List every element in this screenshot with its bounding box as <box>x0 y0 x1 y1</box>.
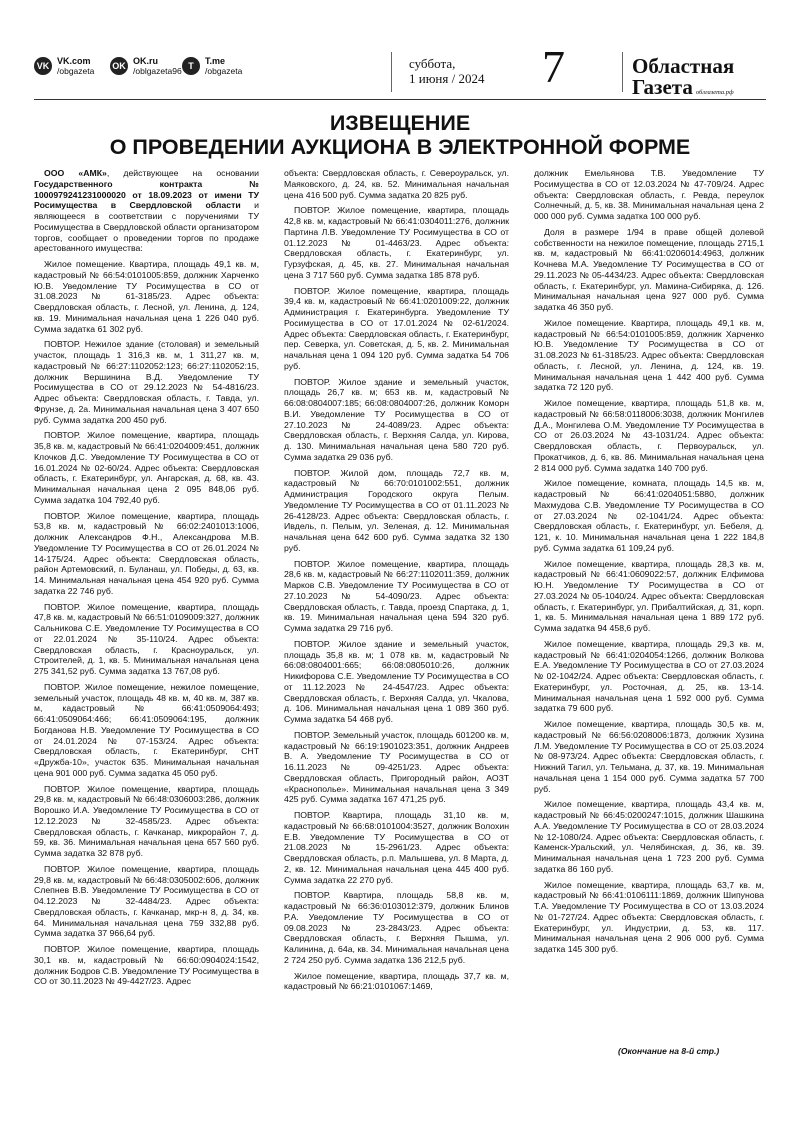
contract-ref: Государственного контракта № 1000979241231000020 от 18.09.2023 от имени ТУ Росимущества в Свердловской области <box>34 178 259 211</box>
lot-paragraph: ПОВТОР. Жилое помещение, квартира, площадь 30,1 кв. м, кадастровый № 66:60:0904024:1542, должник Бодров С.В. Уведомление ТУ Росимущества в СО от 30.11.2023 № 49-4427/23. Адрес <box>34 944 259 987</box>
org-name: ООО «АМК» <box>44 168 107 178</box>
social-name: T.me <box>205 56 226 66</box>
lot-paragraph: ПОВТОР. Земельный участок, площадь 601200 кв. м, кадастровый № 66:19:1901023:351, должник Андреев В. А. Уведомление ТУ Росимущества в СО от 16.11.2023 № 09-4251/23. Адрес объекта: Свердловская область, Пригородный район, АОЗТ «Краснополье». Минимальная начальная цена 3 349 425 руб. Сумма задатка 167 471,25 руб. <box>284 729 509 805</box>
lot-paragraph: объекта: Свердловская область, г. Североуральск, ул. Маяковского, д. 24, кв. 52. Минимальная начальная цена 416 500 руб. Сумма задатка 20 825 руб. <box>284 168 509 200</box>
social-handle: /obgazeta <box>205 66 243 76</box>
telegram-icon: T <box>182 57 200 75</box>
vk-icon: VK <box>34 57 52 75</box>
lot-paragraph: ПОВТОР. Квартира, площадь 31,10 кв. м, кадастровый № 66:68:0101004:3527, должник Волохин Е.В. Уведомление ТУ Росимущества в СО от 21.08.2023 № 15-2961/23. Адрес объекта: Свердловская область, р.п. Малышева, ул. 8 Марта, д. 2, кв. 12. Минимальная начальная цена 445 400 руб. Сумма задатка 22 270 руб. <box>284 810 509 885</box>
social-link-telegram[interactable] <box>182 56 242 76</box>
page-title <box>34 111 766 159</box>
newspaper-logo <box>632 56 734 103</box>
lot-paragraph: Жилое помещение, квартира, площадь 28,3 кв. м, кадастровый № 66:41:0609022:57, должник Елфимова Ю.Н. Уведомление ТУ Росимущества в СО от 27.03.2024 № 05-1040/24. Адрес объекта: Свердловская область, г. Екатеринбург, ул. Прибалтийская, д. 31, корп. 1, кв. 5. Минимальная начальная цена 1 889 172 руб. Сумма задатка 94 458,6 руб. <box>534 558 764 633</box>
intro-text: , действующее на основании <box>106 168 259 178</box>
intro-text: и являющееся в соответствии с поручениями ТУ Росимущества в Свердловской области организатором торгов, сообщает о проведении торгов по продаже арестованного имущества: <box>34 200 259 254</box>
lot-paragraph: ПОВТОР. Жилое помещение, квартира, площадь 28,6 кв. м, кадастровый № 66:27:1102011:359, должник Марков С.В. Уведомление ТУ Росимущества в СО от 27.10.2023 № 54-4090/23. Адрес объекта: Свердловская область, г. Тавда, проезд Спартака, д. 1, кв. 19. Минимальная начальная цена 594 320 руб. Сумма задатка 29 716 руб. <box>284 558 509 633</box>
lot-paragraph: Жилое помещение, квартира, площадь 37,7 кв. м, кадастровый № 66:21:0101067:1469, <box>284 970 509 992</box>
brand-line1: Областная <box>632 54 735 78</box>
lot-paragraph: ПОВТОР. Жилое помещение, квартира, площадь 53,8 кв. м, кадастровый № 66:02:2401013:1006, должник Александров Ф.Н., Александрова М.В. Уведомление ТУ Росимущества в СО от 26.01.2024 № 14-175/24. Адрес объекта: Свердловская область, район Артемовский, п. Буланаш, ул. Победы, д. 63, кв. 14. Минимальная начальная цена 454 920 руб. Сумма задатка 22 746 руб. <box>34 510 259 596</box>
column-1 <box>34 168 259 992</box>
brand-site: облгазета.рф <box>695 89 734 96</box>
title-line2: О ПРОВЕДЕНИИ АУКЦИОНА В ЭЛЕКТРОННОЙ ФОРМЕ <box>109 135 691 159</box>
lot-paragraph: Жилое помещение, квартира, площадь 63,7 кв. м, кадастровый № 66:41:0106111:1869, должник Шипунова Т.А. Уведомление ТУ Росимущества в СО от 13.03.2024 № 01-727/24. Адрес объекта: Свердловская область, г. Екатеринбург, ул. Индустрии, д. 53, кв. 117. Минимальная начальная цена 2 906 000 руб. Сумма задатка 145 300 руб. <box>534 879 764 954</box>
divider <box>391 52 392 92</box>
title-line1: ИЗВЕЩЕНИЕ <box>329 111 471 135</box>
lot-paragraph: Жилое помещение, квартира, площадь 30,5 кв. м, кадастровый № 66:56:0208006:1873, должник Хузина Л.М. Уведомление ТУ Росимущества в СО от 25.03.2024 № 08-973/24. Адрес объекта: Свердловская область, г. Нижний Тагил, ул. Тельмана, д. 37, кв. 19. Минимальная начальная цена 1 154 000 руб. Сумма задатка 57 700 руб. <box>534 719 764 794</box>
page-number: 7 <box>542 41 565 92</box>
lot-paragraph: ПОВТОР. Жилое помещение, квартира, площадь 35,8 кв. м, кадастровый № 66:41:0204009:451, должник Клочков Д.С. Уведомление ТУ Росимущества в СО от 16.01.2024 № 02-60/24. Адрес объекта: Свердловская область, г. Екатеринбург, ул. Ангарская, д. 68, кв. 43. Минимальная начальная цена 2 095 848,06 руб. Сумма задатка 104 792,40 руб. <box>34 430 259 505</box>
lot-paragraph: Жилое помещение. Квартира, площадь 49,1 кв. м, кадастровый № 66:54:0101005:859, должник Харченко Ю.В. Уведомление ТУ Росимущества в СО от 31.08.2023 № 61-3185/23. Адрес объекта: Свердловская область, г. Лесной, ул. Ленина, д. 124, кв. 19. Минимальная начальная цена 1 442 400 руб. Сумма задатка 72 120 руб. <box>534 317 764 393</box>
column-2 <box>284 168 509 997</box>
lot-paragraph: ПОВТОР. Нежилое здание (столовая) и земельный участок, площадь 1 316,3 кв. м, 1 311,27 кв. м, кадастровый № 66:27:1102052:123; 66:27:1102052:15, должник Вершинина В.Д. Уведомление ТУ Росимущества в СО от 29.12.2023 № 54-4816/23. Адрес объекта: Свердловская область, г. Тавда, ул. Фрунзе, д. 2а. Минимальная начальная цена 3 407 650 руб. Сумма задатка 200 450 руб. <box>34 339 259 425</box>
lot-paragraph: Жилое помещение. Квартира, площадь 49,1 кв. м, кадастровый № 66:54:0101005:859, должник Харченко Ю.В. Уведомление ТУ Росимущества в СО от 31.08.2023 № 61-3185/23. Адрес объекта: Свердловская область, г. Лесной, ул. Ленина, д. 124, кв. 19. Минимальная начальная цена 1 226 040 руб. Сумма задатка 61 302 руб. <box>34 259 259 334</box>
lot-paragraph: ПОВТОР. Жилое помещение, квартира, площадь 42,8 кв. м, кадастровый № 66:41:0304011:276, должник Партина Л.В. Уведомление ТУ Росимущества в СО от 01.12.2023 № 01-4463/23. Адрес объекта: Свердловская область, г. Екатеринбург, ул. Гурзуфская, д. 45, кв. 27. Минимальная начальная цена 3 717 560 руб. Сумма задатка 185 878 руб. <box>284 205 509 280</box>
lot-paragraph: ПОВТОР. Жилое здание и земельный участок, площадь 26,7 кв. м; 653 кв. м, кадастровый № 66:08:0804007:185; 66:08:0804007:26, должник Коморн В.И. Уведомление ТУ Росимущества в СО от 27.10.2023 № 24-4089/23. Адрес объекта: Свердловская область, г. Верхняя Салда, ул. Кирова, д. 130. Минимальная начальная цена 580 720 руб. Сумма задатка 29 036 руб. <box>284 376 509 462</box>
lot-paragraph: Жилое помещение, комната, площадь 14,5 кв. м, кадастровый № 66:41:0204051:5880, должник Махмудова С.В. Уведомление ТУ Росимущества в СО от 27.03.2024 № 02-1041/24. Адрес объекта: Свердловская область, г. Екатеринбург, ул. Бебеля, д. 121, к. 10. Минимальная начальная цена 1 222 184,8 руб. Сумма задатка 61 109,24 руб. <box>534 478 764 553</box>
lot-paragraph: ПОВТОР. Жилое помещение, квартира, площадь 47,8 кв. м, кадастровый № 66:51:0109009:327, должник Сальникова С.Е. Уведомление ТУ Росимущества в СО от 22.01.2024 № 35-110/24. Адрес объекта: Свердловская область, г. Красноуральск, ул. Строителей, д. 1, кв. 5. Минимальная начальная цена 275 341,52 руб. Сумма задатка 13 767,08 руб. <box>34 601 259 676</box>
ok-icon: OK <box>110 57 128 75</box>
social-link-vk[interactable] <box>34 56 94 76</box>
column-3 <box>534 168 764 960</box>
lot-paragraph: ПОВТОР. Жилое здание и земельный участок, площадь 35,8 кв. м; 1 078 кв. м, кадастровый № 66:08:0804001:665; 66:08:0805010:26, должник Никифорова С.Е. Уведомление ТУ Росимущества в СО от 11.12.2023 № 24-4547/23. Адрес объекта: Свердловская область, г. Верхняя Салда, ул. Чкалова, д. 106. Минимальная начальная цена 1 089 360 руб. Сумма задатка 54 468 руб. <box>284 638 509 724</box>
social-name: VK.com <box>57 56 91 66</box>
lot-paragraph: Жилое помещение, квартира, площадь 51,8 кв. м, кадастровый № 66:58:0118006:3038, должник Монгилев Д.А., Монгилева О.М. Уведомление ТУ Росимущества в СО от 26.03.2024 № 43-1031/24. Адрес объекта: Свердловская область, г. Первоуральск, ул. Прокатчиков, д. 6, кв. 86. Минимальная начальная цена 2 814 000 руб. Сумма задатка 140 700 руб. <box>534 398 764 473</box>
intro-paragraph <box>34 168 259 254</box>
lot-paragraph: ПОВТОР. Жилое помещение, квартира, площадь 29,8 кв. м, кадастровый № 66:48:0306003:286, должник Ворошко И.А. Уведомление ТУ Росимущества в СО от 12.12.2023 № 32-4585/23. Адрес объекта: Свердловская область, г. Качканар, микрорайон 7, д. 59, кв. 36. Минимальная начальная цена 657 560 руб. Сумма задатка 32 878 руб. <box>34 783 259 858</box>
date: 1 июня / 2024 <box>409 71 485 86</box>
lot-paragraph: Жилое помещение, квартира, площадь 29,3 кв. м, кадастровый № 66:41:0204054:1266, должник Волкова Е.А. Уведомление ТУ Росимущества в СО от 27.03.2024 № 02-1042/24. Адрес объекта: Свердловская область, г. Екатеринбург, ул. Росточная, д. 25, кв. 13-14. Минимальная начальная цена 1 592 000 руб. Сумма задатка 79 600 руб. <box>534 638 764 714</box>
lot-paragraph: ПОВТОР. Жилое помещение, квартира, площадь 39,4 кв. м, кадастровый № 66:41:0201009:22, должник Администрация г. Екатеринбурга. Уведомление ТУ Росимущества в СО от 17.01.2024 № 02-61/2024. Адрес объекта: Свердловская область, г. Екатеринбург, пер. Северка, ул. Советская, д. 5, кв. 2. Минимальная начальная цена 1 094 120 руб. Сумма задатка 54 706 руб. <box>284 285 509 371</box>
issue-date <box>409 56 484 86</box>
social-handle: /obgazeta <box>57 66 95 76</box>
social-link-ok[interactable] <box>110 56 182 76</box>
header-rule <box>34 99 766 100</box>
lot-paragraph: Жилое помещение, квартира, площадь 43,4 кв. м, кадастровый № 66:45:0200247:1015, должник Шашкина А.А. Уведомление ТУ Росимущества в СО от 28.03.2024 № 12-1080/24. Адрес объекта: Свердловская область, г. Каменск-Уральский, ул. Челябинская, д. 36, кв. 39. Минимальная начальная цена 1 723 200 руб. Сумма задатка 86 160 руб. <box>534 799 764 874</box>
social-handle: /oblgazeta96 <box>133 66 182 76</box>
social-name: OK.ru <box>133 56 159 66</box>
continuation-note: (Окончание на 8-й стр.) <box>618 1046 720 1056</box>
lot-paragraph: ПОВТОР. Жилое помещение, квартира, площадь 29,8 кв. м, кадастровый № 66:48:0305002:606, должник Слепнев В.В. Уведомление ТУ Росимущества в СО от 04.12.2023 № 32-4484/23. Адрес объекта: Свердловская область, г. Качканар, мкр-н 8, д. 34, кв. 64. Минимальная начальная цена 759 332,88 руб. Сумма задатка 37 966,64 руб. <box>34 863 259 939</box>
lot-paragraph: должник Емельянова Т.В. Уведомление ТУ Росимущества в СО от 12.03.2024 № 47-709/24. Адрес объекта: Свердловская область, г. Ревда, переулок Солнечный, д. 5, кв. 38. Минимальная начальная цена 2 000 000 руб. Сумма задатка 100 000 руб. <box>534 168 764 221</box>
lot-paragraph: ПОВТОР. Жилое помещение, нежилое помещение, земельный участок, площадь 48 кв. м, 40 кв. м, 387 кв. м, кадастровый № 66:41:0509064:493; 66:41:0509064:466; 66:41:0509064:195, должник Богданова Н.В. Уведомление ТУ Росимущества в СО от 24.01.2024 № 07-153/24. Адрес объекта: Свердловская область, г. Екатеринбург, СНТ «Дружба-10», участок 635. Минимальная начальная цена 901 000 руб. Сумма задатка 45 050 руб. <box>34 681 259 778</box>
masthead <box>34 41 766 99</box>
brand-line2: Газета <box>632 75 693 99</box>
weekday: суббота, <box>409 56 456 71</box>
lot-paragraph: ПОВТОР. Квартира, площадь 58,8 кв. м, кадастровый № 66:36:0103012:379, должник Блинов Р.А. Уведомление ТУ Росимущества в СО от 09.08.2023 № 23-2843/23. Адрес объекта: Свердловская область, г. Верхняя Пышма, ул. Калинина, д. 64а, кв. 34. Минимальная начальная цена 2 724 250 руб. Сумма задатка 136 212,5 руб. <box>284 890 509 965</box>
divider <box>622 52 623 92</box>
lot-paragraph: Доля в размере 1/94 в праве общей долевой собственности на нежилое помещение, площадь 2715,1 кв. м, кадастровый № 66:41:0206014:4963, должник Кочнева М.А. Уведомление ТУ Росимущества в СО от 29.11.2023 № 05-4434/23. Адрес объекта: Свердловская область, г. Екатеринбург, ул. Мамина-Сибиряка, д. 126. Минимальная начальная цена 927 000 руб. Сумма задатка 46 350 руб. <box>534 226 764 312</box>
lot-paragraph: ПОВТОР. Жилой дом, площадь 72,7 кв. м, кадастровый № 66:70:0101002:551, должник Администрация Городского округа Пелым. Уведомление ТУ Росимущества в СО от 01.11.2023 № 26-4128/23. Адрес объекта: Свердловская область, г. Ивдель, п. Пелым, ул. Зеленая, д. 12. Минимальная начальная цена 642 600 руб. Сумма задатка 32 130 руб. <box>284 467 509 553</box>
